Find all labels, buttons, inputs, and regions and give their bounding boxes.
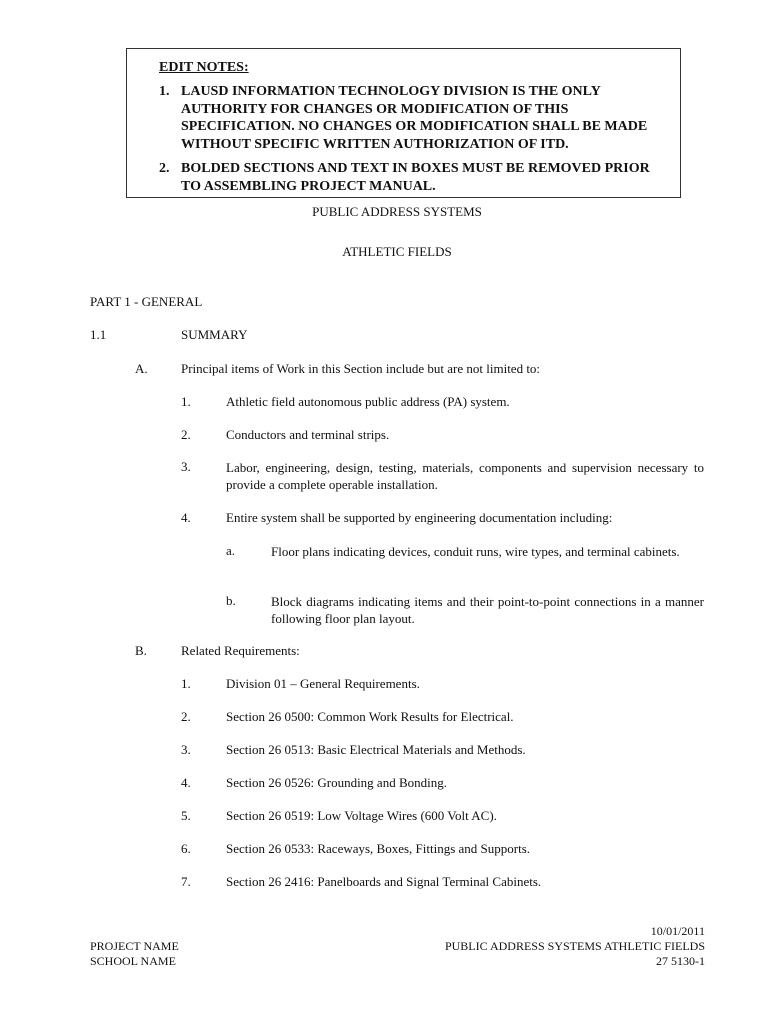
sublist-letter: a.: [226, 543, 236, 558]
article-label: B.: [135, 643, 147, 658]
edit-note-number: 2.: [159, 161, 170, 176]
document-subtitle: ATHLETIC FIELDS: [342, 244, 452, 259]
footer-page-number: 27 5130-1: [656, 954, 705, 968]
list-item-text: Section 26 0533: Raceways, Boxes, Fittings and Supports.: [226, 841, 531, 856]
edit-notes-box: [126, 48, 681, 198]
part-heading: PART 1 - GENERAL: [90, 294, 203, 309]
edit-notes-title: EDIT NOTES:: [159, 60, 249, 75]
edit-note-text: LAUSD INFORMATION TECHNOLOGY DIVISION IS THE ONLY AUTHORITY FOR CHANGES OR MODIFICATION OF THIS SPECIFICATION. NO CHANGES OR MODIFICATION SHALL BE MADE WITHOUT SPECIFIC WRITTEN AUTHORIZATION OF ITD.: [181, 84, 648, 152]
article-text: Principal items of Work in this Section include but are not limited to:: [181, 361, 541, 376]
footer-document-title: PUBLIC ADDRESS SYSTEMS ATHLETIC FIELDS: [444, 939, 705, 953]
footer-project-name: PROJECT NAME: [90, 939, 179, 953]
document-title: PUBLIC ADDRESS SYSTEMS: [312, 204, 482, 219]
list-item-text: Division 01 – General Requirements.: [226, 676, 420, 691]
sublist-item-text: Floor plans indicating devices, conduit runs, wire types, and terminal cabinets.: [271, 544, 680, 559]
list-item-text: Section 26 2416: Panelboards and Signal Terminal Cabinets.: [226, 874, 542, 889]
list-number: 7.: [181, 874, 191, 889]
list-item-text: Section 26 0519: Low Voltage Wires (600 Volt AC).: [226, 808, 497, 823]
footer-date: 10/01/2011: [650, 924, 705, 938]
list-item-text: Athletic field autonomous public address (PA) system.: [226, 394, 510, 409]
list-item-text: Section 26 0526: Grounding and Bonding.: [226, 775, 447, 790]
edit-note-text: BOLDED SECTIONS AND TEXT IN BOXES MUST BE REMOVED PRIOR TO ASSEMBLING PROJECT MANUAL.: [181, 161, 650, 194]
article-label: A.: [135, 361, 148, 376]
list-number: 6.: [181, 841, 191, 856]
list-item-text: Section 26 0513: Basic Electrical Materials and Methods.: [226, 742, 526, 757]
edit-note-number: 1.: [159, 84, 170, 99]
list-number: 2.: [181, 427, 191, 442]
list-number: 5.: [181, 808, 191, 823]
list-item-text: Conductors and terminal strips.: [226, 427, 390, 442]
sublist-letter: b.: [226, 593, 236, 608]
article-text: Related Requirements:: [181, 643, 300, 658]
list-number: 3.: [181, 742, 191, 757]
list-number: 4.: [181, 510, 191, 525]
section-number: 1.1: [90, 327, 107, 342]
list-number: 2.: [181, 709, 191, 724]
list-number: 4.: [181, 775, 191, 790]
list-number: 3.: [181, 459, 191, 474]
list-number: 1.: [181, 676, 191, 691]
list-item-text: Section 26 0500: Common Work Results for Electrical.: [226, 709, 514, 724]
list-number: 1.: [181, 394, 191, 409]
sublist-item-text: Block diagrams indicating items and their point-to-point connections in a manner following floor plan layout.: [271, 594, 704, 626]
footer-school-name: SCHOOL NAME: [90, 954, 176, 968]
section-title: SUMMARY: [181, 327, 248, 342]
list-item-text: Labor, engineering, design, testing, materials, components and supervision necessary to provide a complete operable installation.: [226, 460, 704, 492]
list-item-text: Entire system shall be supported by engineering documentation including:: [226, 510, 613, 525]
